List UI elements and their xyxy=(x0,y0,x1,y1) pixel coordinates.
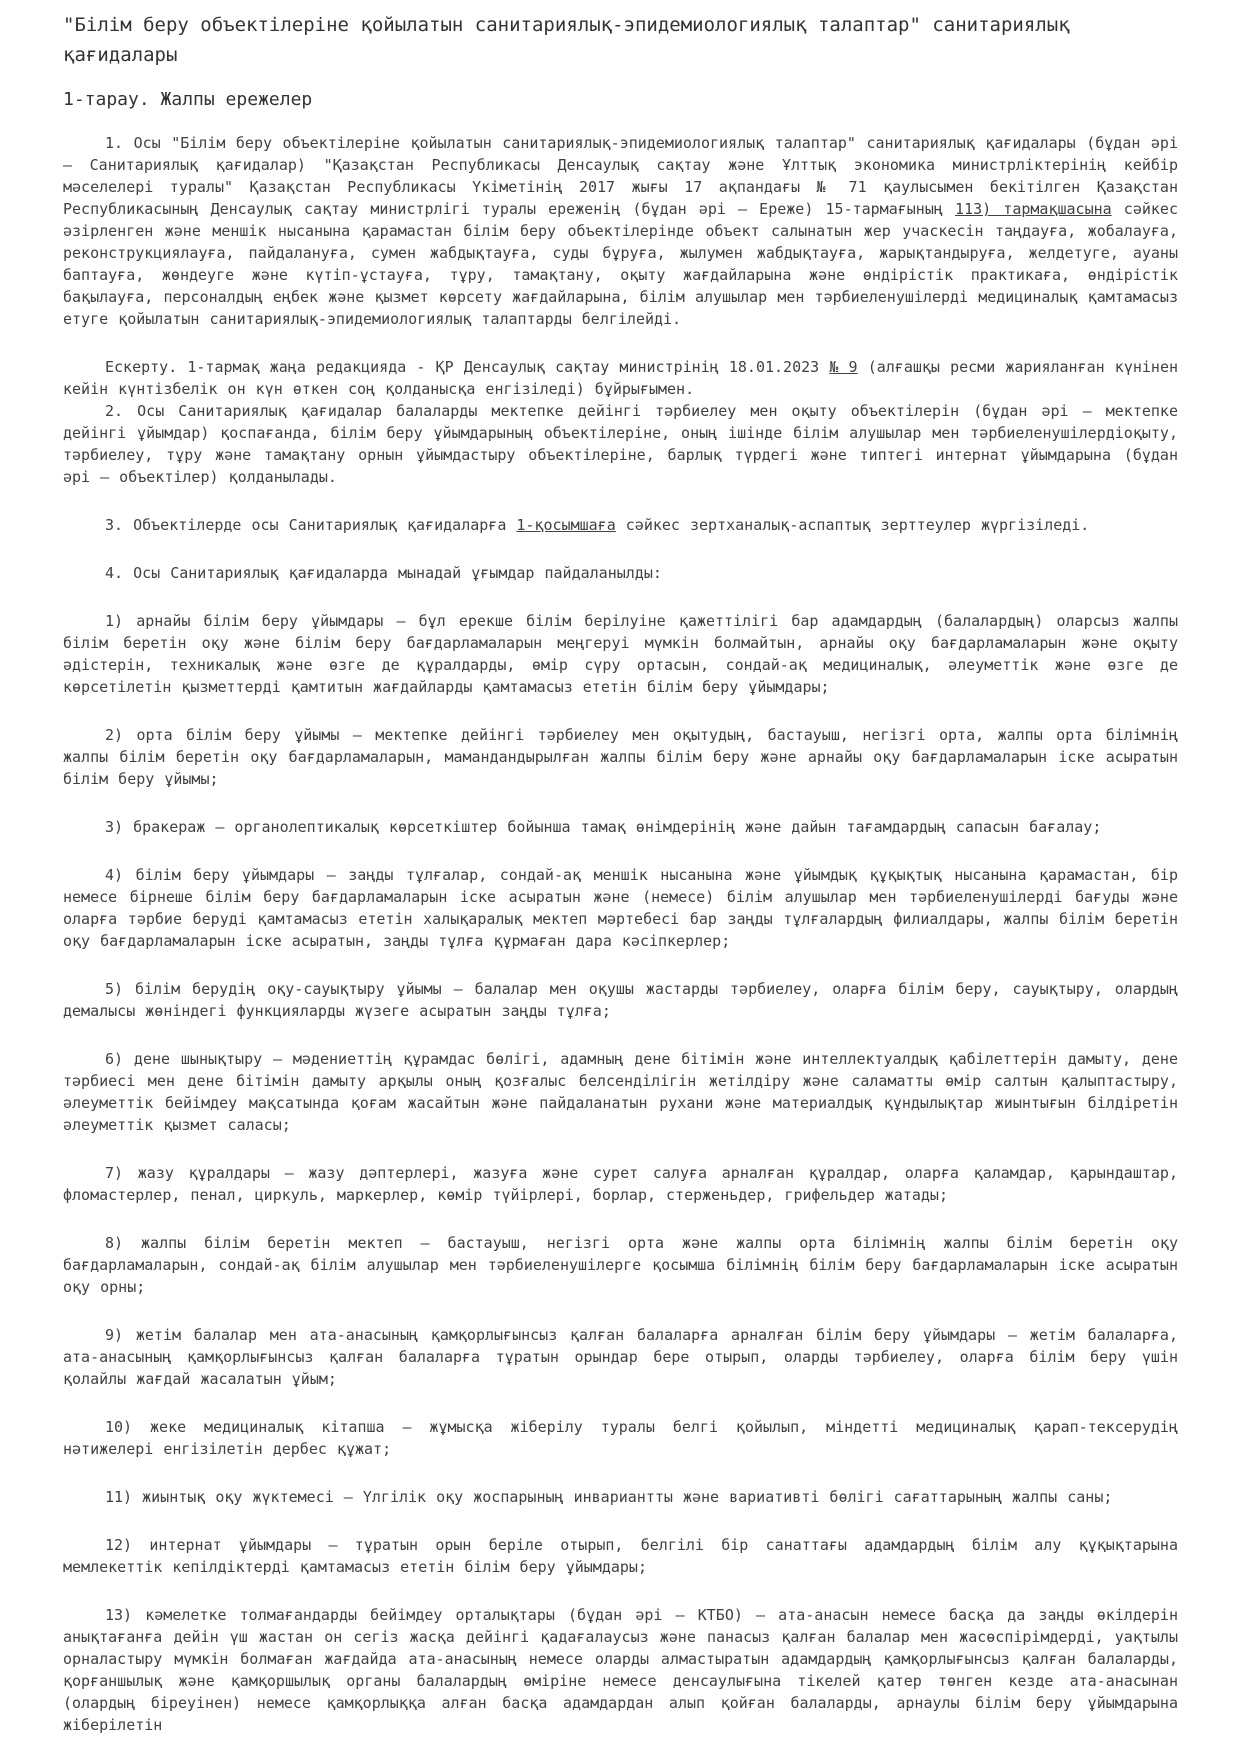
paragraph: 8) жалпы білім беретін мектеп – бастауыш, негізгі орта және жалпы орта білімнің жалпы білім беретін оқу бағдарламаларын, сондай-ақ білім алушылар мен тәрбиеленушілерге қосымша білімнің білім беру бағдарламаларын іске асыратын оқу орны; xyxy=(63,1234,1178,1296)
paragraph: 10) жеке медициналық кітапша – жұмысқа жіберілу туралы белгі қойылып, міндетті медициналық қарап-тексерудің нәтижелері енгізілетін дербес құжат; xyxy=(63,1418,1178,1458)
paragraph: 4) білім беру ұйымдары – заңды тұлғалар, сондай-ақ меншік нысанына және ұйымдық құқықтық нысанына қарамастан, бір немесе бірнеше білім беру бағдарламаларын іске асыратын және (немесе) білім алушылар мен тәрбиеленушілерді бағуды және оларға тәрбие беруді қамтамасыз ететін халықаралық мектеп мәртебесі бар заңды тұлғалардың филиалдары, жалпы білім беретін оқу бағдарламаларын іске асыратын, заңды тұлға құрмаған дара кәсіпкерлер; xyxy=(63,866,1178,950)
paragraph: 5) білім берудің оқу-сауықтыру ұйымы – балалар мен оқушы жастарды тәрбиелеу, оларға білім беру, сауықтыру, олардың демалысы жөніндегі функцияларды жүзеге асыратын заңды тұлға; xyxy=(63,980,1178,1020)
paragraph: 7) жазу құралдары – жазу дәптерлері, жазуға және сурет салуға арналған құралдар, оларға қаламдар, қарындаштар, фломастерлер, пенал, циркуль, маркерлер, көмір түйірлері, борлар, стерженьдер, грифельдер жатады; xyxy=(63,1164,1178,1204)
link-order-9[interactable]: № 9 xyxy=(829,358,858,376)
paragraph: 2) орта білім беру ұйымы – мектепке дейінгі тәрбиелеу мен оқытудың, бастауыш, негізгі орта, жалпы орта білімнің жалпы білім беретін оқу бағдарламаларын, мамандандырылған жалпы білім беру және арнайы оқу бағдарламаларын іске асыратын білім беру ұйымы; xyxy=(63,726,1178,788)
paragraph: 4. Осы Санитариялық қағидаларда мынадай ұғымдар пайдаланылды: xyxy=(105,564,662,582)
document-body xyxy=(63,132,1178,1736)
paragraph: 12) интернат ұйымдары – тұратын орын беріле отырып, белгілі бір санаттағы адамдардың білім алу құқықтарына мемлекеттік кепілдіктерді қамтамасыз ететін білім беру ұйымдары; xyxy=(63,1536,1178,1576)
paragraph: 11) жиынтық оқу жүктемесі – Үлгілік оқу жоспарының инвариантты және вариативті бөлігі сағаттарының жалпы саны; xyxy=(105,1488,1113,1506)
paragraph: 3) бракераж – органолептикалық көрсеткіштер бойынша тамақ өнімдерінің және дайын тағамдардың сапасын бағалау; xyxy=(105,818,1102,836)
paragraph: 3. Объектілерде осы Санитариялық қағидаларға 1-қосымшаға сәйкес зертханалық-аспаптық зерттеулер жүргізіледі. xyxy=(105,516,1090,534)
paragraph: 9) жетім балалар мен ата-анасының қамқорлығынсыз қалған балаларға арналған білім беру ұйымдары – жетім балаларға, ата-анасының қамқорлығынсыз қалған балаларға тұратын орындар бере отырып, оларды тәрбиелеу, оларға білім беру үшін қолайлы жағдай жасалатын ұйым; xyxy=(63,1326,1178,1388)
paragraph: 1) арнайы білім беру ұйымдары – бұл ерекше білім берілуіне қажеттілігі бар адамдардың (балалардың) оларсыз жалпы білім беретін оқу және білім беру бағдарламаларын меңгеруі мүмкін болмайтын, арнайы оқу бағдарламаларын және оқыту әдістерін, техникалық және өзге де құралдарды, өмір сүру ортасын, сондай-ақ медициналық, әлеуметтік және өзге де көрсетілетін қызметтерді қамтитын жағдайларды қамтамасыз ететін білім беру ұйымдары; xyxy=(63,612,1178,696)
paragraph: 13) кәмелетке толмағандарды бейімдеу орталықтары (бұдан әрі – КТБО) – ата-анасын немесе басқа да заңды өкілдерін анықтағанға дейін үш жастан он сегіз жасқа дейінгі қадағалаусыз және панасыз қалған балалар мен жасөспірімдерді, уақтылы орналастыру мүмкін болмаған жағдайда ата-анасының немесе оларды алмастыратын адамдардың қамқорлығынсыз қалған балаларды, қорғаншылық және қамқоршылық органы балалардың өміріне немесе денсаулығына тікелей қатер төнген кезде ата-анасынан (олардың біреуінен) немесе қамқорлыққа алған басқа адамдардан алып қойған балаларды, арнаулы білім беру ұйымдарына жіберілетін xyxy=(63,1606,1178,1734)
paragraph: Ескерту. 1-тармақ жаңа редакцияда - ҚР Денсаулық сақтау министрінің 18.01.2023 № 9 (алғашқы ресми жарияланған күнінен кейін күнтізбелік он күн өткен соң қолданысқа енгізіледі) бұйрығымен. xyxy=(63,358,1179,398)
paragraph: 1. Осы "Білім беру объектілеріне қойылатын санитариялық-эпидемиологиялық талаптар" санитариялық қағидалары (бұдан әрі – Санитариялық қағидалар) "Қазақстан Республикасы Денсаулық сақтау және Ұлттық экономика министрліктерінің кейбір мәселелері туралы" Қазақстан Республикасы Үкіметінің 2017 жығы 17 ақпандағы № 71 қаулысымен бекітілген Қазақстан Республикасының Денсаулық сақтау министрлігі туралы ереженің (бұдан әрі – Ереже) 15-тармағының 113) тармақшасына сәйкес әзірленген және меншік нысанына қарамастан білім беру объектілерінде объект салынатын жер учаскесін таңдауға, жобалауға, реконструкциялауға, пайдалануға, сумен жабдықтауға, суды бұруға, жылумен жабдықтауға, жарықтандыруға, желдетуге, ауаны баптауға, жөндеуге және күтіп-ұстауға, тұру, тамақтану, оқыту жағдайларына және өндірістік практикаға, өндірістік бақылауға, персоналдың еңбек және қызмет көрсету жағдайларына, білім алушылар мен тәрбиеленушілерді медициналық қамтамасыз етуге қойылатын санитариялық-эпидемиологиялық талаптарды белгілейді. xyxy=(63,134,1178,328)
link-annex-1[interactable]: 1-қосымшаға xyxy=(516,516,616,534)
document-title: "Білім беру объектілеріне қойылатын санитариялық-эпидемиологиялық талаптар" санитариялық қағидалары xyxy=(63,14,1070,66)
link-subparagraph-113[interactable]: 113) тармақшасына xyxy=(955,200,1112,218)
paragraph: 6) дене шынықтыру – мәдениеттің құрамдас бөлігі, адамның дене бітімін және интеллектуалдық қабілеттерін дамыту, дене тәрбиесі мен дене бітімін дамыту арқылы оның қозғалыс белсенділігін жетілдіру және саламатты өмір салтын қалыптастыру, әлеуметтік бейімдеу мақсатында қоғам жасайтын және пайдаланатын рухани және материалдық құндылықтар жиынтығын білдіретін әлеуметтік қызмет саласы; xyxy=(63,1050,1178,1134)
paragraph: 2. Осы Санитариялық қағидалар балаларды мектепке дейінгі тәрбиелеу мен оқыту объектілерін (бұдан әрі – мектепке дейінгі ұйымдар) қоспағанда, білім беру ұйымдарының объектілеріне, оның ішінде білім алушылар мен тәрбиеленушілердіоқыту, тәрбиелеу, тұру және тамақтану орнын ұйымдастыру объектілеріне, барлық түрдегі және типтегі интернат ұйымдарына (бұдан әрі – объектілер) қолданылады. xyxy=(63,402,1178,486)
chapter-heading: 1-тарау. Жалпы ережелер xyxy=(63,89,313,110)
